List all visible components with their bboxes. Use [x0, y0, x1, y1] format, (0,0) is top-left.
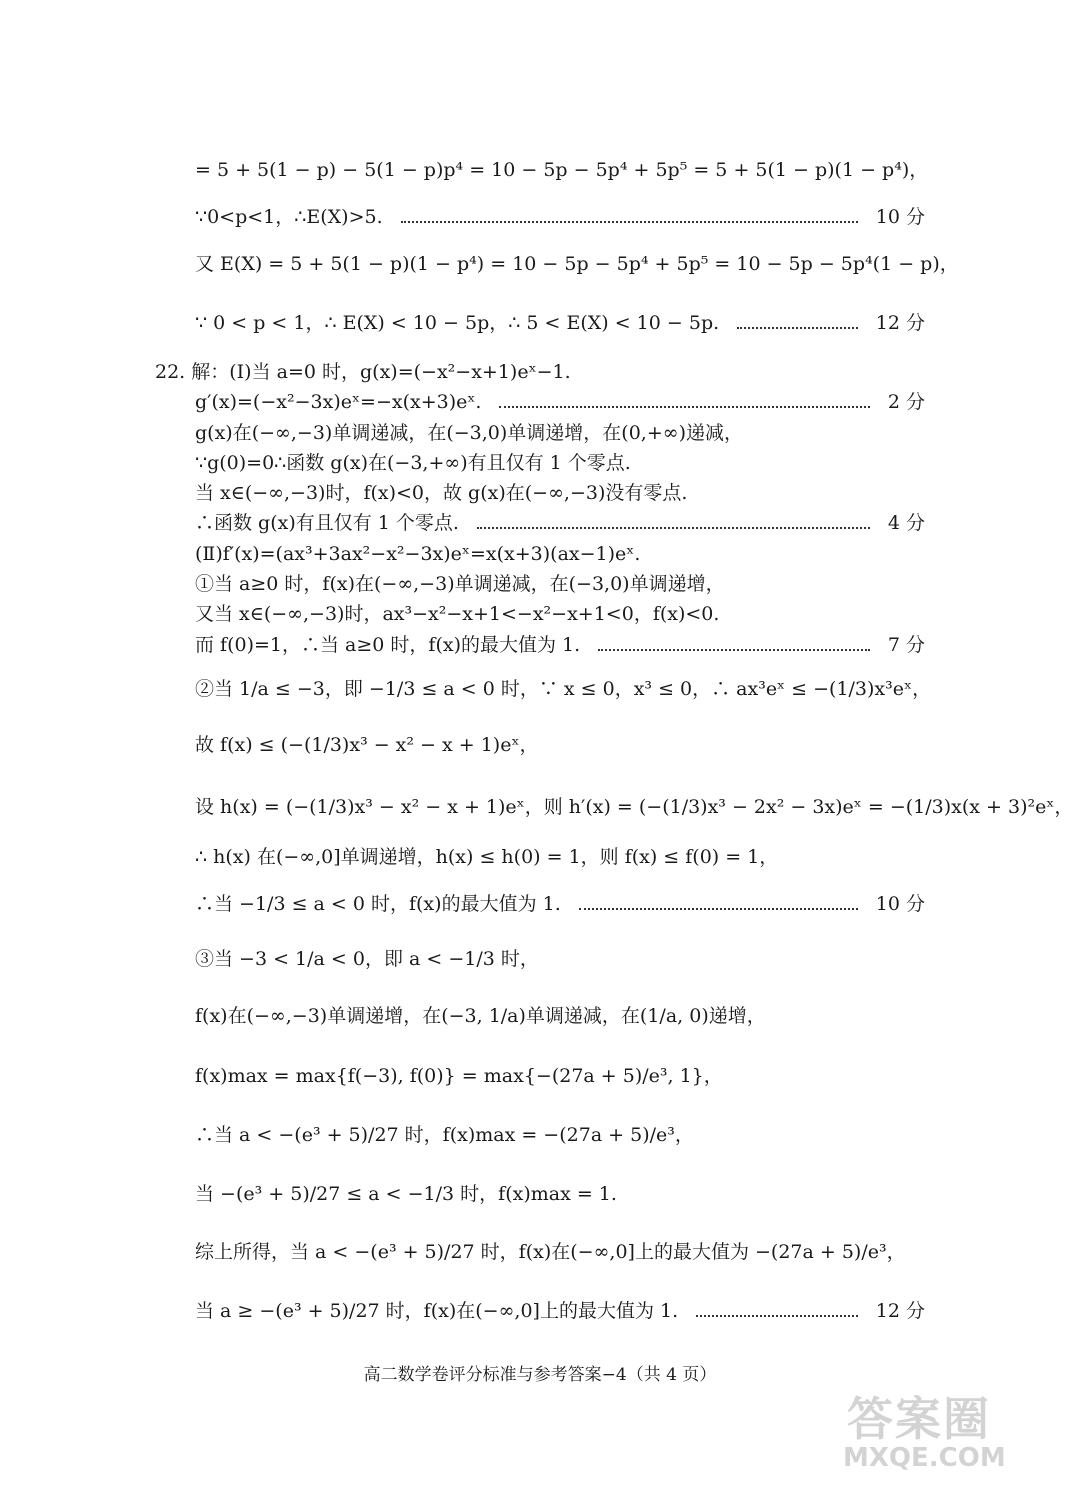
solution-line-text: (Ⅱ)f′(x)=(ax³+3ax²−x²−3x)eˣ=x(x+3)(ax−1)eˣ.	[195, 543, 641, 565]
solution-line	[195, 205, 925, 229]
page-footer: 高二数学卷评分标准与参考答案−4（共 4 页）	[363, 1365, 717, 1385]
solution-line-text: = 5 + 5(1 − p) − 5(1 − p)p⁴ = 10 − 5p − 5p⁴ + 5p⁵ = 5 + 5(1 − p)(1 − p⁴)，	[195, 159, 929, 181]
solution-line	[195, 511, 925, 535]
solution-line	[195, 311, 925, 335]
watermark-brand: 答案圈	[847, 1392, 991, 1446]
solution-line-text: ③当 −3 < 1/a < 0，即 a < −1/3 时，	[195, 948, 539, 970]
solution-line	[195, 892, 925, 916]
score-leader-dots	[579, 884, 858, 910]
solution-line	[195, 542, 925, 566]
score-mark: 10 分	[875, 893, 925, 915]
solution-line-text: ∴ h(x) 在(−∞,0]单调递增，h(x) ≤ h(0) = 1，则 f(x) ≤ f(0) = 1，	[195, 846, 779, 868]
watermark-logo	[835, 1383, 1025, 1483]
solution-line	[195, 845, 925, 869]
solution-line-text: ∴当 −1/3 ≤ a < 0 时，f(x)的最大值为 1.	[195, 893, 561, 915]
solution-line	[195, 158, 929, 182]
solution-line-text: ∵g(0)=0∴函数 g(x)在(−3,+∞)有且仅有 1 个零点.	[195, 452, 631, 474]
solution-line	[195, 1182, 925, 1206]
solution-line	[195, 252, 959, 276]
solution-line	[195, 1299, 925, 1323]
solution-line-text: 综上所得，当 a < −(e³ + 5)/27 时，f(x)在(−∞,0]上的最大值为 −(27a + 5)/e³，	[195, 1241, 906, 1263]
solution-line	[195, 733, 925, 757]
solution-line	[195, 1004, 925, 1028]
solution-line-text: f(x)max = max{f(−3), f(0)} = max{−(27a + 5)/e³, 1}，	[195, 1065, 723, 1087]
solution-line-text: ∴函数 g(x)有且仅有 1 个零点.	[195, 512, 459, 534]
solution-line-text: ∴当 a < −(e³ + 5)/27 时，f(x)max = −(27a + 5)/e³，	[195, 1124, 694, 1146]
solution-line	[155, 360, 885, 384]
score-mark: 2 分	[887, 391, 925, 413]
solution-line-text: ∵ 0 < p < 1，∴ E(X) < 10 − 5p，∴ 5 < E(X) < 10 − 5p.	[195, 312, 720, 334]
score-leader-dots	[598, 625, 870, 651]
solution-line	[195, 421, 925, 445]
solution-line-text: 设 h(x) = (−(1/3)x³ − x² − x + 1)eˣ，则 h′(x) = (−(1/3)x³ − 2x² − 3x)eˣ = −(1/3)x(x + 3)²eˣ，	[195, 796, 1074, 818]
solution-line-text: 当 x∈(−∞,−3)时，f(x)<0，故 g(x)在(−∞,−3)没有零点.	[195, 482, 688, 504]
solution-line-text: 故 f(x) ≤ (−(1/3)x³ − x² − x + 1)eˣ，	[195, 734, 539, 756]
score-leader-dots	[401, 197, 858, 223]
solution-line-text: 22. 解：(Ⅰ)当 a=0 时，g(x)=(−x²−x+1)eˣ−1.	[155, 361, 571, 383]
solution-line-text: 又当 x∈(−∞,−3)时，ax³−x²−x+1<−x²−x+1<0，f(x)<0.	[195, 603, 720, 625]
solution-line-text: g(x)在(−∞,−3)单调递减，在(−3,0)单调递增，在(0,+∞)递减，	[195, 422, 743, 444]
solution-line	[195, 602, 925, 626]
solution-line	[195, 390, 925, 414]
solution-line	[195, 1064, 925, 1088]
score-mark: 12 分	[875, 312, 925, 334]
score-leader-dots	[499, 382, 870, 408]
solution-line	[195, 451, 925, 475]
score-leader-dots	[737, 303, 858, 329]
solution-line	[195, 1240, 925, 1264]
solution-line	[195, 947, 925, 971]
solution-line	[195, 633, 925, 657]
score-mark: 7 分	[887, 634, 925, 656]
solution-line-text: ①当 a≥0 时，f(x)在(−∞,−3)单调递减，在(−3,0)单调递增，	[195, 573, 725, 595]
solution-line	[195, 572, 925, 596]
score-mark: 4 分	[887, 512, 925, 534]
solution-line	[195, 481, 925, 505]
solution-line-text: ②当 1/a ≤ −3，即 −1/3 ≤ a < 0 时，∵ x ≤ 0，x³ ≤ 0，∴ ax³eˣ ≤ −(1/3)x³eˣ，	[195, 678, 932, 700]
solution-line-text: f(x)在(−∞,−3)单调递增，在(−3, 1/a)单调递减，在(1/a, 0)递增，	[195, 1005, 766, 1027]
solution-line	[195, 1123, 925, 1147]
solution-line	[195, 677, 932, 701]
watermark-url: MXQE.COM	[843, 1443, 1006, 1473]
solution-line-text: 又 E(X) = 5 + 5(1 − p)(1 − p⁴) = 10 − 5p − 5p⁴ + 5p⁵ = 10 − 5p − 5p⁴(1 − p)，	[195, 253, 959, 275]
solution-line	[195, 795, 1074, 819]
score-leader-dots	[696, 1291, 858, 1317]
score-mark: 10 分	[875, 206, 925, 228]
solution-line-text: 当 −(e³ + 5)/27 ≤ a < −1/3 时，f(x)max = 1.	[195, 1183, 617, 1205]
solution-line-text: g′(x)=(−x²−3x)eˣ=−x(x+3)eˣ.	[195, 391, 482, 413]
score-mark: 12 分	[875, 1300, 925, 1322]
solution-line-text: 而 f(0)=1，∴当 a≥0 时，f(x)的最大值为 1.	[195, 634, 581, 656]
solution-line-text: ∵0<p<1，∴E(X)>5.	[195, 206, 383, 228]
solution-line-text: 当 a ≥ −(e³ + 5)/27 时，f(x)在(−∞,0]上的最大值为 1.	[195, 1300, 679, 1322]
score-leader-dots	[477, 503, 870, 529]
